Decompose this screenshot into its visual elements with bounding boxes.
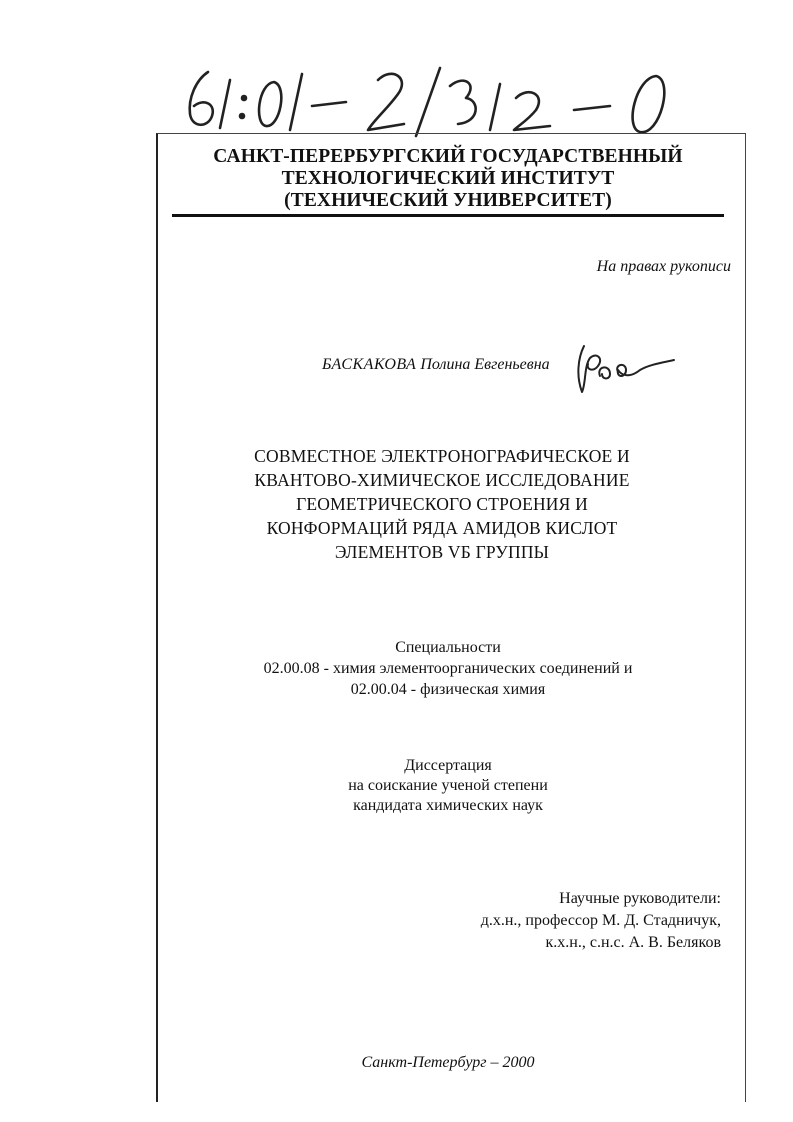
supervisors-block bbox=[481, 888, 721, 954]
institution-line: (ТЕХНИЧЕСКИЙ УНИВЕРСИТЕТ) bbox=[284, 190, 612, 211]
supervisors-heading: Научные руководители: bbox=[559, 890, 721, 907]
supervisor-item: к.х.н., с.н.с. А. В. Беляков bbox=[545, 934, 721, 951]
place-year: Санкт-Петербург – 2000 bbox=[361, 1054, 535, 1071]
institution-line: ТЕХНОЛОГИЧЕСКИЙ ИНСТИТУТ bbox=[281, 168, 615, 189]
author-surname: БАСКАКОВА bbox=[322, 356, 417, 373]
title-line: КОНФОРМАЦИЙ РЯДА АМИДОВ КИСЛОТ bbox=[266, 518, 618, 538]
degree-block bbox=[172, 756, 724, 816]
degree-line: кандидата химических наук bbox=[353, 797, 543, 814]
page-frame bbox=[156, 133, 746, 1102]
supervisor-item: д.х.н., профессор М. Д. Стадничук, bbox=[480, 912, 721, 929]
degree-line: на соискание ученой степени bbox=[348, 777, 548, 794]
author-signature bbox=[570, 336, 680, 398]
title-line: ГЕОМЕТРИЧЕСКОГО СТРОЕНИЯ И bbox=[296, 494, 588, 514]
title-line: КВАНТОВО-ХИМИЧЕСКОЕ ИССЛЕДОВАНИЕ bbox=[254, 470, 630, 490]
specialty-heading: Специальности bbox=[395, 639, 501, 656]
author-name bbox=[322, 356, 550, 374]
title-line: ЭЛЕМЕНТОВ VБ ГРУППЫ bbox=[334, 542, 550, 562]
title-line: СОВМЕСТНОЕ ЭЛЕКТРОНОГРАФИЧЕСКОЕ И bbox=[254, 446, 630, 466]
specialty-item: 02.00.08 - химия элементоорганических соединений и bbox=[263, 660, 633, 677]
specialty-item: 02.00.04 - физическая химия bbox=[350, 681, 546, 698]
author-given-name: Полина Евгеньевна bbox=[420, 356, 550, 373]
handwritten-catalog-number bbox=[178, 58, 688, 140]
dissertation-title bbox=[172, 444, 712, 564]
institution-line: САНКТ-ПЕРЕРБУРГСКИЙ ГОСУДАРСТВЕННЫЙ bbox=[213, 146, 683, 167]
specialty-block bbox=[172, 637, 724, 700]
rights-note: На правах рукописи bbox=[596, 258, 731, 275]
institution-name bbox=[172, 146, 724, 212]
degree-line: Диссертация bbox=[404, 757, 492, 774]
header-divider bbox=[172, 214, 724, 217]
